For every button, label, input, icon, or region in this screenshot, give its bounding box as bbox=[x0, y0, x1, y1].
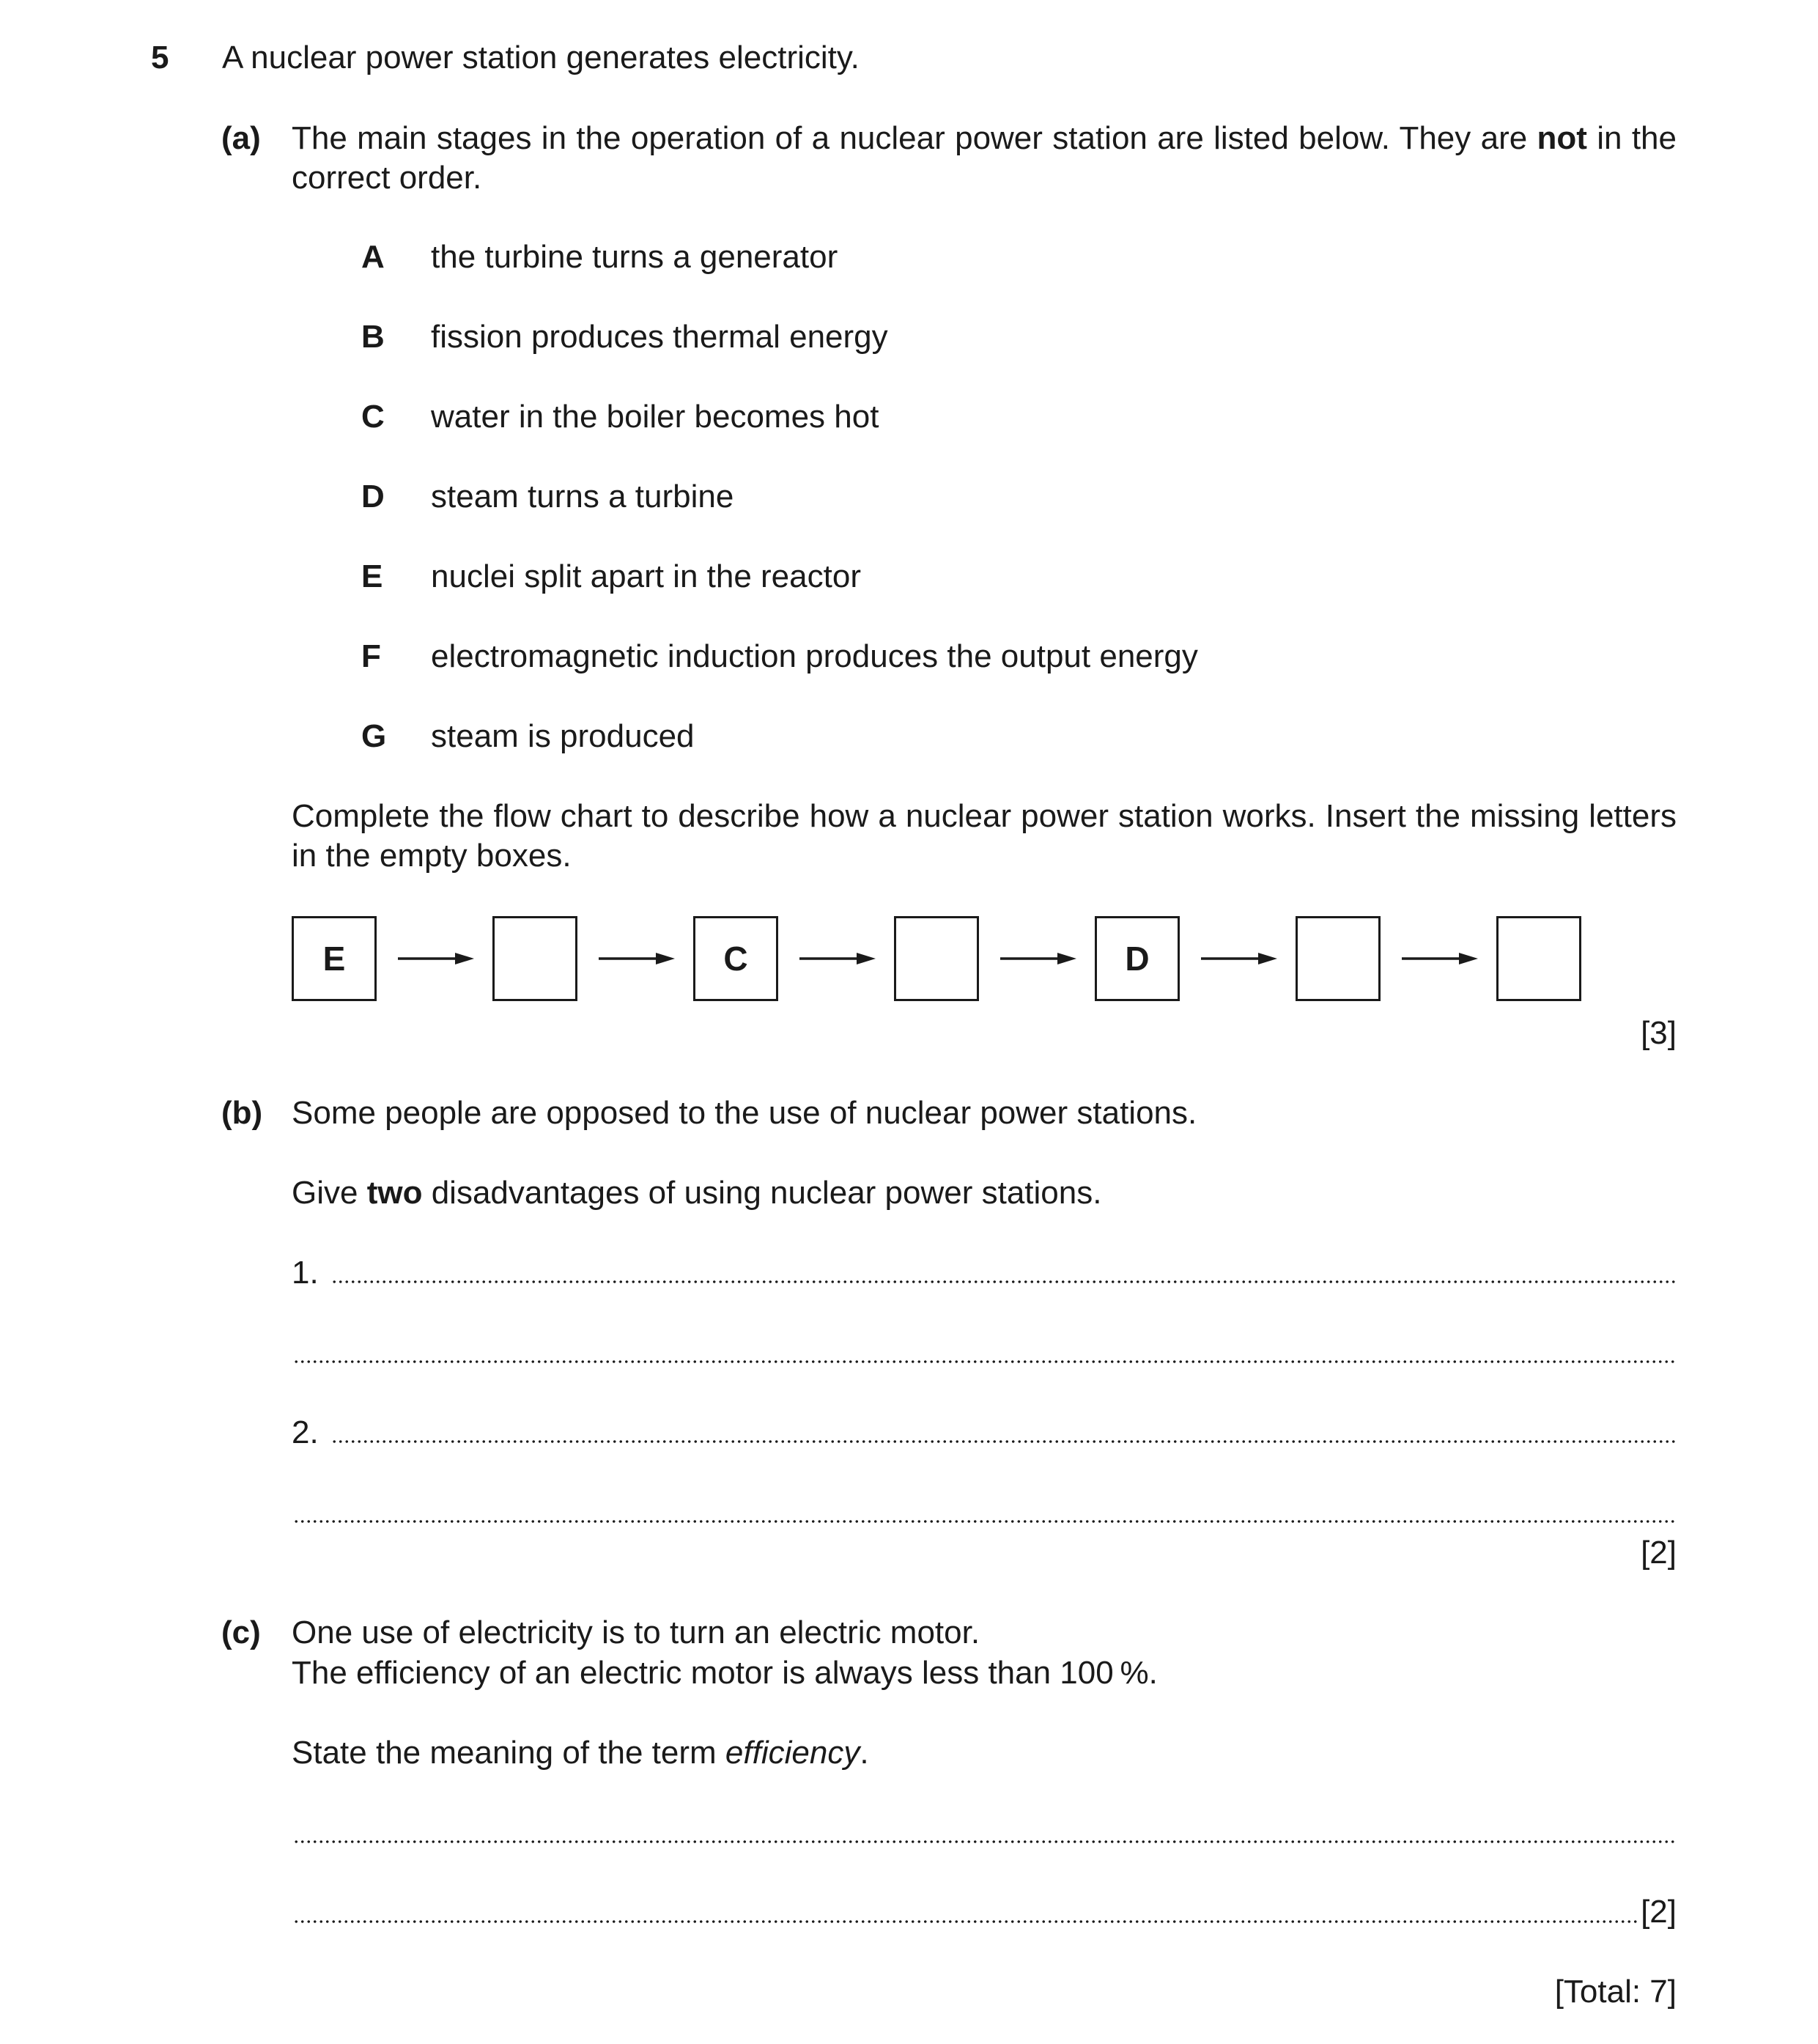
question-number: 5 bbox=[151, 40, 169, 75]
stage-letter: B bbox=[361, 319, 385, 355]
part-b-marks: [2] bbox=[1641, 1535, 1677, 1571]
answer-number-2: 2. bbox=[292, 1414, 319, 1450]
stage-text: nuclei split apart in the reactor bbox=[431, 558, 861, 594]
answer-number-1: 1. bbox=[292, 1255, 319, 1291]
flow-box-2-empty[interactable] bbox=[492, 916, 577, 1001]
stage-letter: A bbox=[361, 239, 385, 275]
stage-letter: C bbox=[361, 399, 385, 435]
stage-text: steam turns a turbine bbox=[431, 479, 734, 514]
answer-line-2a[interactable] bbox=[331, 1439, 1677, 1444]
total-marks: [Total: 7] bbox=[1554, 1974, 1677, 2010]
emphasis-not: not bbox=[1537, 120, 1587, 156]
part-b-prompt: Give two disadvantages of using nuclear power stations. bbox=[292, 1175, 1102, 1211]
part-c-line1: One use of electricity is to turn an electric motor. bbox=[292, 1615, 980, 1650]
stage-text: the turbine turns a generator bbox=[431, 239, 838, 275]
arrow-right-icon bbox=[799, 951, 876, 966]
flow-chart-instruction: Complete the flow chart to describe how a nuclear power station works. Insert the missing letters in the empty boxes. bbox=[292, 798, 1677, 874]
answer-line-1b[interactable] bbox=[293, 1359, 1677, 1364]
flow-box-3: C bbox=[693, 916, 778, 1001]
emphasis-two: two bbox=[366, 1175, 423, 1211]
part-b-label: (b) bbox=[221, 1095, 263, 1131]
stage-text: water in the boiler becomes hot bbox=[431, 399, 879, 435]
flow-box-6-empty[interactable] bbox=[1296, 916, 1381, 1001]
stage-letter: G bbox=[361, 718, 387, 754]
arrow-right-icon bbox=[1201, 951, 1277, 966]
part-b-intro: Some people are opposed to the use of nuclear power stations. bbox=[292, 1095, 1197, 1131]
answer-line-c2[interactable] bbox=[293, 1919, 1637, 1924]
stage-letter: D bbox=[361, 479, 385, 514]
part-a-intro: The main stages in the operation of a nuclear power station are listed below. They are not in the correct order. bbox=[292, 120, 1677, 196]
question-intro: A nuclear power station generates electricity. bbox=[222, 40, 860, 75]
flow-box-7-empty[interactable] bbox=[1496, 916, 1581, 1001]
stage-text: electromagnetic induction produces the output energy bbox=[431, 638, 1198, 674]
answer-line-2b[interactable] bbox=[293, 1519, 1677, 1524]
stage-letter: F bbox=[361, 638, 381, 674]
arrow-right-icon bbox=[1402, 951, 1478, 966]
part-a-marks: [3] bbox=[1641, 1015, 1677, 1051]
arrow-right-icon bbox=[599, 951, 675, 966]
arrow-right-icon bbox=[1000, 951, 1076, 966]
arrow-right-icon bbox=[398, 951, 474, 966]
answer-line-c1[interactable] bbox=[293, 1840, 1677, 1844]
part-c-line2: The efficiency of an electric motor is always less than 100 %. bbox=[292, 1655, 1158, 1691]
stage-text: steam is produced bbox=[431, 718, 695, 754]
answer-line-1a[interactable] bbox=[331, 1280, 1677, 1284]
stage-text: fission produces thermal energy bbox=[431, 319, 888, 355]
flow-box-4-empty[interactable] bbox=[894, 916, 979, 1001]
part-c-label: (c) bbox=[221, 1615, 261, 1650]
part-c-marks: [2] bbox=[1641, 1894, 1677, 1930]
term-efficiency: efficiency bbox=[725, 1735, 860, 1771]
part-a-label: (a) bbox=[221, 120, 261, 156]
stage-letter: E bbox=[361, 558, 383, 594]
part-c-prompt: State the meaning of the term efficiency. bbox=[292, 1735, 869, 1771]
flow-box-1: E bbox=[292, 916, 377, 1001]
flow-box-5: D bbox=[1095, 916, 1180, 1001]
